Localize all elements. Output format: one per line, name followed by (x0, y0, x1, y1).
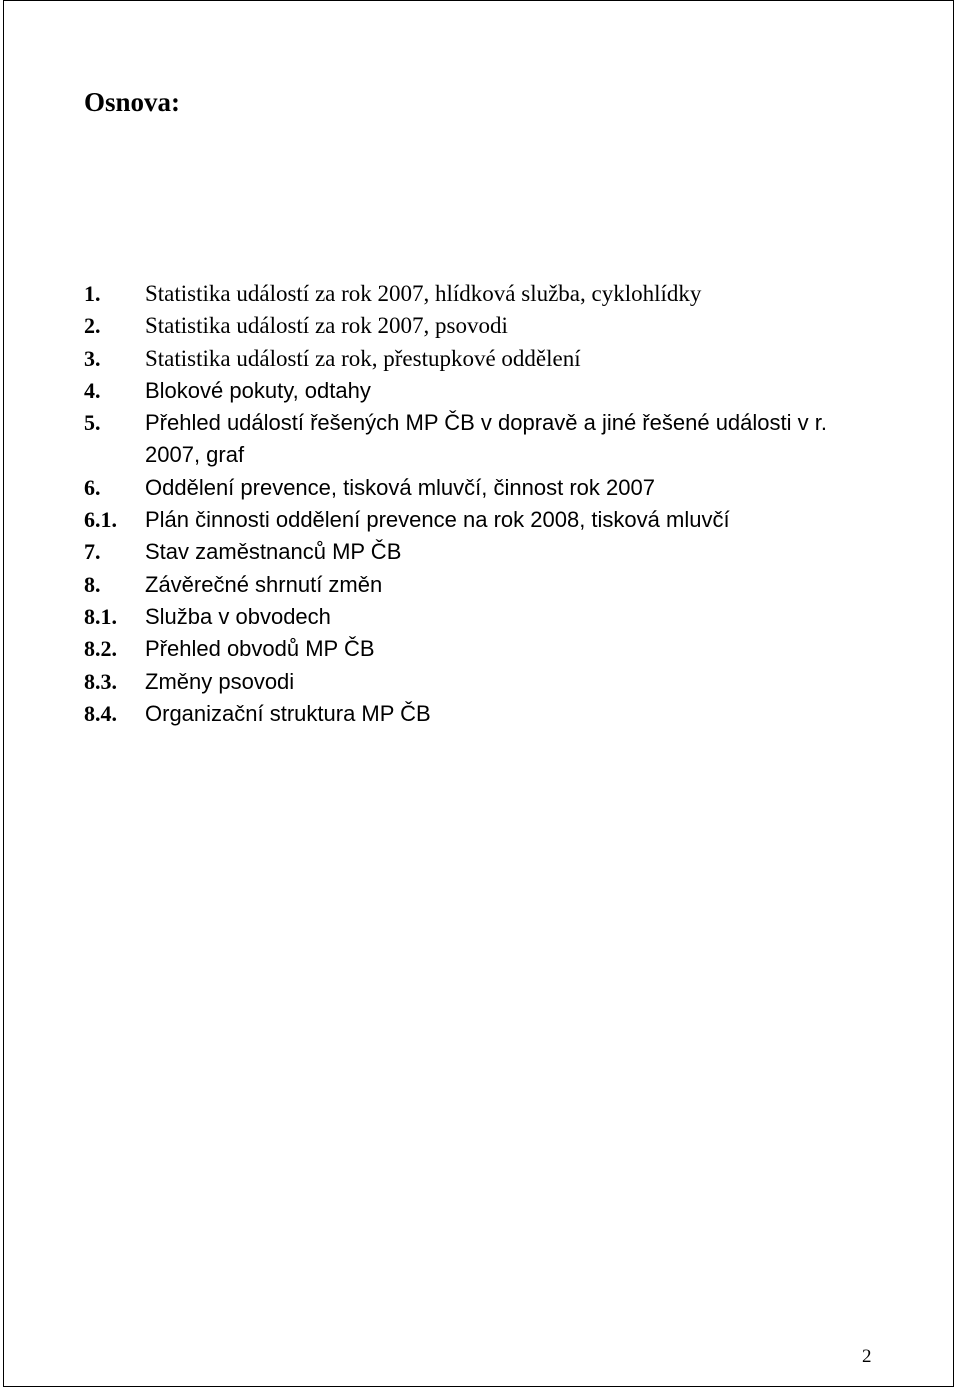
toc-text: Organizační struktura MP ČB (145, 700, 431, 726)
toc-number: 6. (84, 474, 101, 500)
toc-item-7 (84, 536, 884, 568)
toc-text: Plán činnosti oddělení prevence na rok 2008, tisková mluvčí (145, 507, 730, 533)
toc-text: Statistika událostí za rok 2007, psovodi (145, 313, 508, 339)
toc-item-6-1 (84, 504, 884, 536)
toc-item-8 (84, 569, 884, 601)
toc-text: Statistika událostí za rok 2007, hlídková služba, cyklohlídky (145, 281, 702, 306)
toc-text: Závěrečné shrnutí změn (145, 571, 383, 597)
toc-text: Služba v obvodech (145, 603, 331, 629)
toc-number: 1. (84, 281, 101, 306)
toc-item-8-4 (84, 698, 884, 730)
toc-number: 2. (84, 313, 101, 339)
toc-number: 8.4. (84, 700, 117, 726)
toc-number: 8. (84, 571, 101, 597)
toc-item-8-1 (84, 601, 884, 633)
toc-number: 5. (84, 410, 101, 436)
toc-text: Oddělení prevence, tisková mluvčí, činnost rok 2007 (145, 474, 655, 500)
toc-item-8-3 (84, 666, 884, 698)
toc-text: Blokové pokuty, odtahy (145, 377, 371, 403)
page-number: 2 (862, 1346, 872, 1367)
toc-number: 7. (84, 539, 101, 565)
toc-item-8-2 (84, 633, 884, 665)
toc-item-4 (84, 375, 884, 407)
toc-text: Přehled událostí řešených MP ČB v dopravě a jiné řešené události v r. 2007, graf (145, 410, 827, 468)
toc-item-2 (84, 310, 884, 342)
toc-item-5 (84, 407, 884, 472)
toc-text: Statistika událostí za rok, přestupkové oddělení (145, 345, 581, 371)
toc-item-3 (84, 343, 884, 375)
table-of-contents (84, 278, 884, 730)
toc-number: 6.1. (84, 507, 117, 533)
toc-item-6 (84, 472, 884, 504)
toc-number: 8.3. (84, 668, 117, 694)
toc-number: 4. (84, 377, 101, 403)
toc-number: 8.2. (84, 636, 117, 662)
toc-number: 3. (84, 345, 101, 371)
toc-text: Stav zaměstnanců MP ČB (145, 539, 402, 565)
toc-number: 8.1. (84, 603, 117, 629)
toc-item-1 (84, 278, 884, 310)
toc-text: Přehled obvodů MP ČB (145, 636, 375, 662)
outline-heading: Osnova: (84, 87, 181, 117)
toc-text: Změny psovodi (145, 668, 295, 694)
